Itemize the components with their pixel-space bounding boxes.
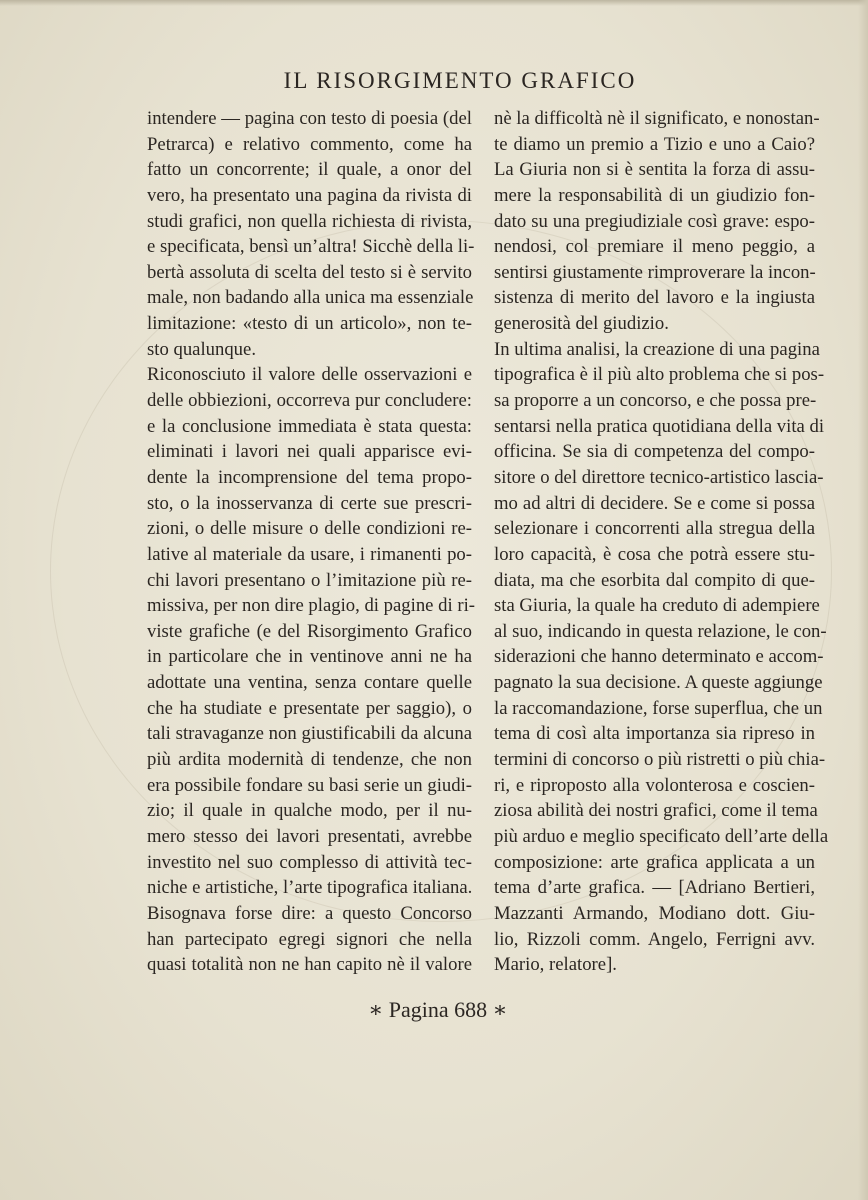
text-line: officina. Se sia di competenza del compo- xyxy=(494,441,815,463)
text-line: Mario, relatore]. xyxy=(494,954,617,976)
text-line: Mazzanti Armando, Modiano dott. Giu- xyxy=(494,902,815,924)
text-line: selezionare i concorrenti alla stregua della xyxy=(494,518,815,540)
text-line: mere la responsabilità di un giudizio fon- xyxy=(494,184,815,206)
text-column-left xyxy=(147,106,475,978)
text-line: intendere — pagina con testo di poesia (del xyxy=(147,108,472,129)
text-line: chi lavori presentano o l’imitazione più re- xyxy=(147,569,472,591)
text-line: sto qualunque. xyxy=(147,338,256,360)
text-line: sentarsi nella pratica quotidiana della vita di xyxy=(494,415,825,437)
text-line: pagnato la sua decisione. A queste aggiunge xyxy=(494,672,823,694)
text-line: dato su una pregiudiziale così grave: espo- xyxy=(494,210,815,232)
text-line: quasi totalità non ne han capito nè il valore xyxy=(147,954,472,976)
text-line: han partecipato egregi signori che nella xyxy=(147,928,472,950)
text-line: termini di concorso o più ristretti o più chia- xyxy=(494,749,826,771)
text-line: diata, ma che esorbita dal compito di que- xyxy=(494,569,815,591)
text-line: tema d’arte grafica. — [Adriano Bertieri, xyxy=(494,877,815,899)
text-line: tema di così alta importanza sia ripreso in xyxy=(494,723,815,745)
text-line: e specificata, bensì un’altra! Sicchè della li- xyxy=(147,236,475,258)
text-line: vero, ha presentato una pagina da rivista di xyxy=(147,184,472,206)
text-line: mo ad altri di decidere. Se e come si possa xyxy=(494,492,815,514)
text-line: bertà assoluta di scelta del testo si è servito xyxy=(147,261,472,283)
text-line: generosità del giudizio. xyxy=(494,313,669,335)
text-line: al suo, indicando in questa relazione, le con- xyxy=(494,620,827,642)
text-line: era possibile fondare su basi serie un giudi- xyxy=(147,774,472,796)
text-line: sentirsi giustamente rimproverare la incon- xyxy=(494,261,816,283)
text-line: viste grafiche (e del Risorgimento Grafico xyxy=(147,620,472,642)
page-edge-shadow-top xyxy=(0,0,868,6)
text-line: nè la difficoltà nè il significato, e nonostan- xyxy=(494,108,820,129)
text-line: sto, o la inosservanza di certe sue prescri- xyxy=(147,492,472,514)
text-line: nendosi, col premiare il meno peggio, a xyxy=(494,236,815,258)
text-line: eliminati i lavori nei quali apparisce evi- xyxy=(147,441,472,463)
text-column-right xyxy=(494,106,829,978)
text-line: siderazioni che hanno determinato e accom- xyxy=(494,646,824,668)
text-line: composizione: arte grafica applicata a un xyxy=(494,851,815,873)
text-line: adottate una ventina, senza contare quelle xyxy=(147,672,472,694)
text-line: più arduo e meglio specificato dell’arte della xyxy=(494,825,829,847)
text-line: In ultima analisi, la creazione di una pagina xyxy=(494,338,820,360)
text-line: loro capacità, è cosa che potrà essere stu- xyxy=(494,543,815,565)
text-line: investito nel suo complesso di attività tec- xyxy=(147,851,472,873)
text-line: dente la incomprensione del tema propo- xyxy=(147,466,472,488)
text-line: zioni, o delle misure o delle condizioni re- xyxy=(147,518,472,540)
text-line: lative al materiale da usare, i rimanenti po- xyxy=(147,543,472,565)
text-line: ziosa abilità dei nostri grafici, come il tema xyxy=(494,800,818,822)
text-line: più ardita modernità di tendenze, che non xyxy=(147,749,472,771)
text-line: Riconosciuto il valore delle osservazioni e xyxy=(147,364,472,386)
text-line: delle obbiezioni, occorreva pur concludere: xyxy=(147,390,472,412)
page-number: ∗ Pagina 688 ∗ xyxy=(368,997,508,1022)
text-line: zio; il quale in qualche modo, per il nu- xyxy=(147,800,472,822)
text-line: La Giuria non si è sentita la forza di assu- xyxy=(494,159,815,181)
text-line: fatto un concorrente; il quale, a onor del xyxy=(147,159,472,181)
text-line: limitazione: «testo di un articolo», non te- xyxy=(147,313,472,335)
text-line: sistenza di merito del lavoro e la ingiusta xyxy=(494,287,815,309)
text-line: lio, Rizzoli comm. Angelo, Ferrigni avv. xyxy=(494,928,815,950)
text-line: ri, e riproposto alla volonterosa e coscien- xyxy=(494,774,815,796)
text-line: sa proporre a un concorso, e che possa pre- xyxy=(494,390,817,412)
text-line: sitore o del direttore tecnico-artistico lascia- xyxy=(494,466,824,488)
text-line: te diamo un premio a Tizio e uno a Caio? xyxy=(494,133,815,155)
text-line: studi grafici, non quella richiesta di rivista, xyxy=(147,210,472,232)
text-line: male, non badando alla unica ma essenziale xyxy=(147,287,474,309)
text-line: che ha studiate e presentate per saggio), o xyxy=(147,697,472,719)
text-line: tipografica è il più alto problema che si pos- xyxy=(494,364,825,386)
text-line: sta Giuria, la quale ha creduto di adempiere xyxy=(494,595,820,617)
text-line: Petrarca) e relativo commento, come ha xyxy=(147,133,472,155)
text-line: la raccomandazione, forse superflua, che un xyxy=(494,697,823,719)
text-line: e la conclusione immediata è stata questa: xyxy=(147,415,472,437)
text-line: niche e artistiche, l’arte tipografica italiana. xyxy=(147,877,473,899)
text-line: Bisognava forse dire: a questo Concorso xyxy=(147,902,472,924)
text-line: mero stesso dei lavori presentati, avrebbe xyxy=(147,825,472,847)
text-line: tali stravaganze non giustificabili da alcuna xyxy=(147,723,472,745)
text-line: missiva, per non dire plagio, di pagine di ri- xyxy=(147,595,475,617)
running-title: IL RISORGIMENTO GRAFICO xyxy=(283,68,637,93)
text-line: in particolare che in ventinove anni ne ha xyxy=(147,646,472,668)
